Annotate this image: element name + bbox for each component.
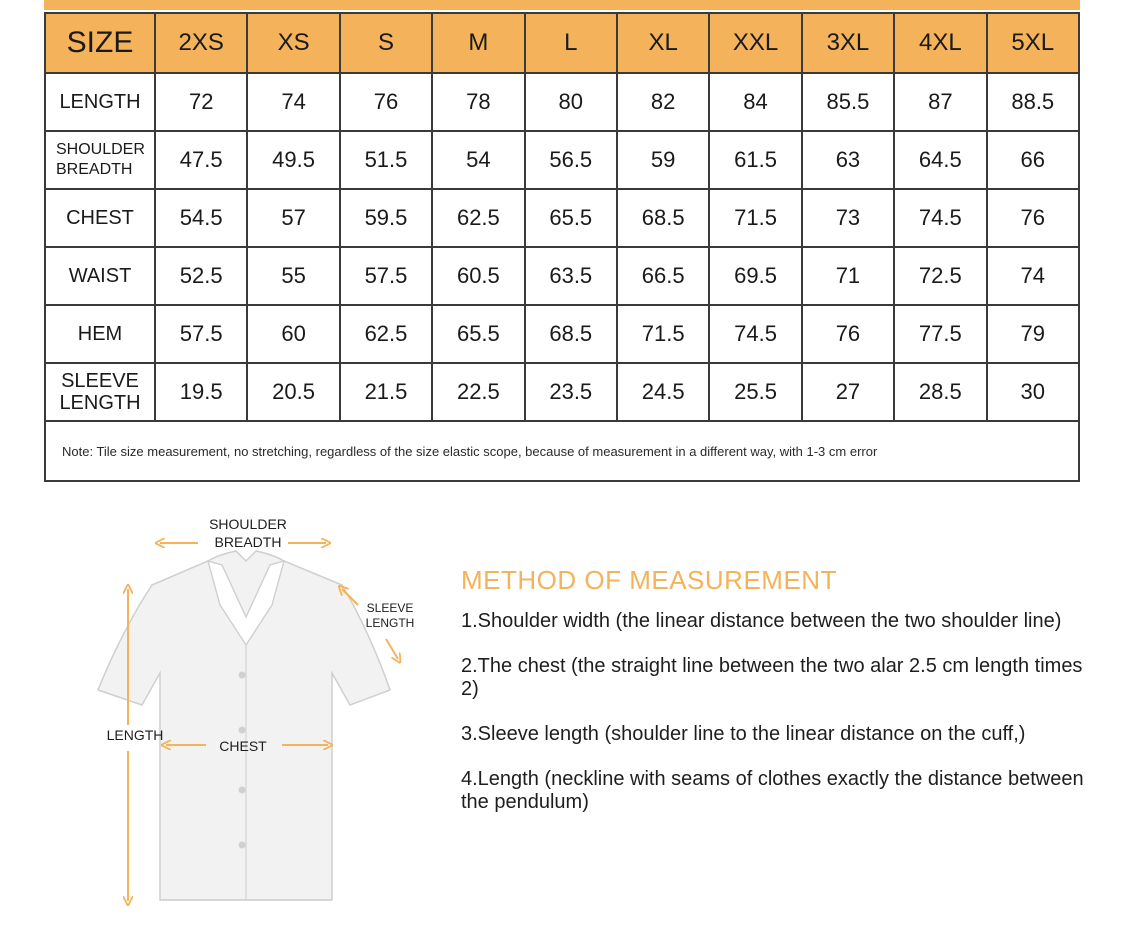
table-row — [45, 73, 1079, 131]
note-row — [45, 421, 1079, 481]
table-cell: 64.5 — [894, 131, 986, 189]
table-cell: 76 — [987, 189, 1079, 247]
row-label-text: SLEEVE — [61, 370, 139, 392]
table-cell: 57.5 — [155, 305, 247, 363]
table-row — [45, 247, 1079, 305]
length-label: LENGTH — [106, 727, 164, 743]
table-cell: 22.5 — [432, 363, 524, 421]
row-label-text: BREADTH — [56, 161, 133, 178]
row-label-text: LENGTH — [59, 392, 141, 414]
shirt-button — [239, 787, 246, 794]
size-corner-label: SIZE — [45, 13, 155, 73]
table-cell: 87 — [894, 73, 986, 131]
table-cell: 71 — [802, 247, 894, 305]
row-label-text: SHOULDER — [56, 141, 145, 158]
table-cell: 52.5 — [155, 247, 247, 305]
sleeve-label-line: LENGTH — [365, 616, 415, 630]
sleeve-label-line: SLEEVE — [366, 601, 414, 615]
table-cell: 60.5 — [432, 247, 524, 305]
table-cell: 49.5 — [247, 131, 339, 189]
shirt-illustration — [60, 505, 440, 925]
size-header-cell: 2XS — [155, 13, 247, 73]
table-row — [45, 305, 1079, 363]
table-cell: 78 — [432, 73, 524, 131]
table-cell: 57.5 — [340, 247, 432, 305]
table-cell: 61.5 — [709, 131, 801, 189]
table-cell: 62.5 — [432, 189, 524, 247]
table-cell: 21.5 — [340, 363, 432, 421]
row-label-sleeve-length — [45, 363, 155, 421]
header-accent-strip — [44, 0, 1080, 10]
table-cell: 19.5 — [155, 363, 247, 421]
size-chart-table — [44, 12, 1080, 482]
method-item: 2.The chest (the straight line between the two alar 2.5 cm length times 2) — [461, 655, 1083, 700]
method-item: 1.Shoulder width (the linear distance between the two shoulder line) — [461, 610, 1062, 632]
size-header-cell: 4XL — [894, 13, 986, 73]
size-header-row — [45, 13, 1079, 73]
table-cell: 27 — [802, 363, 894, 421]
table-cell: 54.5 — [155, 189, 247, 247]
table-cell: 62.5 — [340, 305, 432, 363]
shirt-button — [239, 727, 246, 734]
table-cell: 66 — [987, 131, 1079, 189]
size-header-cell: XS — [247, 13, 339, 73]
table-cell: 54 — [432, 131, 524, 189]
table-cell: 60 — [247, 305, 339, 363]
table-cell: 68.5 — [525, 305, 617, 363]
table-cell: 88.5 — [987, 73, 1079, 131]
table-cell: 59.5 — [340, 189, 432, 247]
table-row — [45, 131, 1079, 189]
table-cell: 72.5 — [894, 247, 986, 305]
size-header-cell: XXL — [709, 13, 801, 73]
shirt-button — [239, 842, 246, 849]
row-label-hem — [45, 305, 155, 363]
method-item: 4.Length (neckline with seams of clothes exactly the distance between the pendulum) — [461, 768, 1084, 813]
table-cell: 74 — [247, 73, 339, 131]
table-cell: 74.5 — [709, 305, 801, 363]
shirt-measurement-diagram — [60, 505, 440, 925]
row-label-chest — [45, 189, 155, 247]
table-cell: 77.5 — [894, 305, 986, 363]
row-label-waist — [45, 247, 155, 305]
table-cell: 51.5 — [340, 131, 432, 189]
size-header-cell: S — [340, 13, 432, 73]
table-cell: 74 — [987, 247, 1079, 305]
table-row — [45, 363, 1079, 421]
table-cell: 82 — [617, 73, 709, 131]
size-header-cell: 5XL — [987, 13, 1079, 73]
method-of-measurement-section — [461, 565, 1101, 836]
size-header-cell: 3XL — [802, 13, 894, 73]
table-cell: 47.5 — [155, 131, 247, 189]
row-label-text: HEM — [77, 323, 123, 345]
table-cell: 85.5 — [802, 73, 894, 131]
sleeve-down-arrow-icon — [386, 639, 398, 659]
table-cell: 76 — [340, 73, 432, 131]
sleeve-length-label — [358, 601, 422, 631]
row-label-text: WAIST — [68, 265, 132, 287]
table-cell: 23.5 — [525, 363, 617, 421]
measurement-note: Note: Tile size measurement, no stretching, regardless of the size elastic scope, because of measurement in a different way, with 1-3 cm error — [45, 421, 1079, 481]
table-cell: 20.5 — [247, 363, 339, 421]
table-cell: 72 — [155, 73, 247, 131]
shoulder-label-line: SHOULDER — [209, 516, 287, 532]
table-cell: 74.5 — [894, 189, 986, 247]
chest-label: CHEST — [219, 738, 267, 754]
table-cell: 71.5 — [709, 189, 801, 247]
shirt-button — [239, 672, 246, 679]
row-label-shoulder-breadth — [45, 131, 155, 189]
table-cell: 80 — [525, 73, 617, 131]
table-cell: 63 — [802, 131, 894, 189]
shoulder-breadth-label — [200, 515, 296, 551]
table-row — [45, 189, 1079, 247]
table-cell: 57 — [247, 189, 339, 247]
table-cell: 84 — [709, 73, 801, 131]
table-cell: 68.5 — [617, 189, 709, 247]
shoulder-label-line: BREADTH — [214, 534, 282, 550]
row-label-text: LENGTH — [59, 91, 141, 113]
table-cell: 28.5 — [894, 363, 986, 421]
method-title: METHOD OF MEASUREMENT — [461, 565, 837, 595]
row-label-text: CHEST — [66, 207, 134, 229]
method-item: 3.Sleeve length (shoulder line to the linear distance on the cuff,) — [461, 723, 1026, 745]
table-cell: 65.5 — [432, 305, 524, 363]
row-label-length — [45, 73, 155, 131]
size-header-cell: XL — [617, 13, 709, 73]
table-cell: 73 — [802, 189, 894, 247]
table-cell: 30 — [987, 363, 1079, 421]
table-cell: 71.5 — [617, 305, 709, 363]
table-cell: 24.5 — [617, 363, 709, 421]
table-cell: 56.5 — [525, 131, 617, 189]
table-cell: 69.5 — [709, 247, 801, 305]
table-cell: 55 — [247, 247, 339, 305]
table-cell: 63.5 — [525, 247, 617, 305]
table-cell: 65.5 — [525, 189, 617, 247]
table-cell: 59 — [617, 131, 709, 189]
table-cell: 66.5 — [617, 247, 709, 305]
size-header-cell: L — [525, 13, 617, 73]
size-header-cell: M — [432, 13, 524, 73]
table-cell: 76 — [802, 305, 894, 363]
table-cell: 25.5 — [709, 363, 801, 421]
table-cell: 79 — [987, 305, 1079, 363]
